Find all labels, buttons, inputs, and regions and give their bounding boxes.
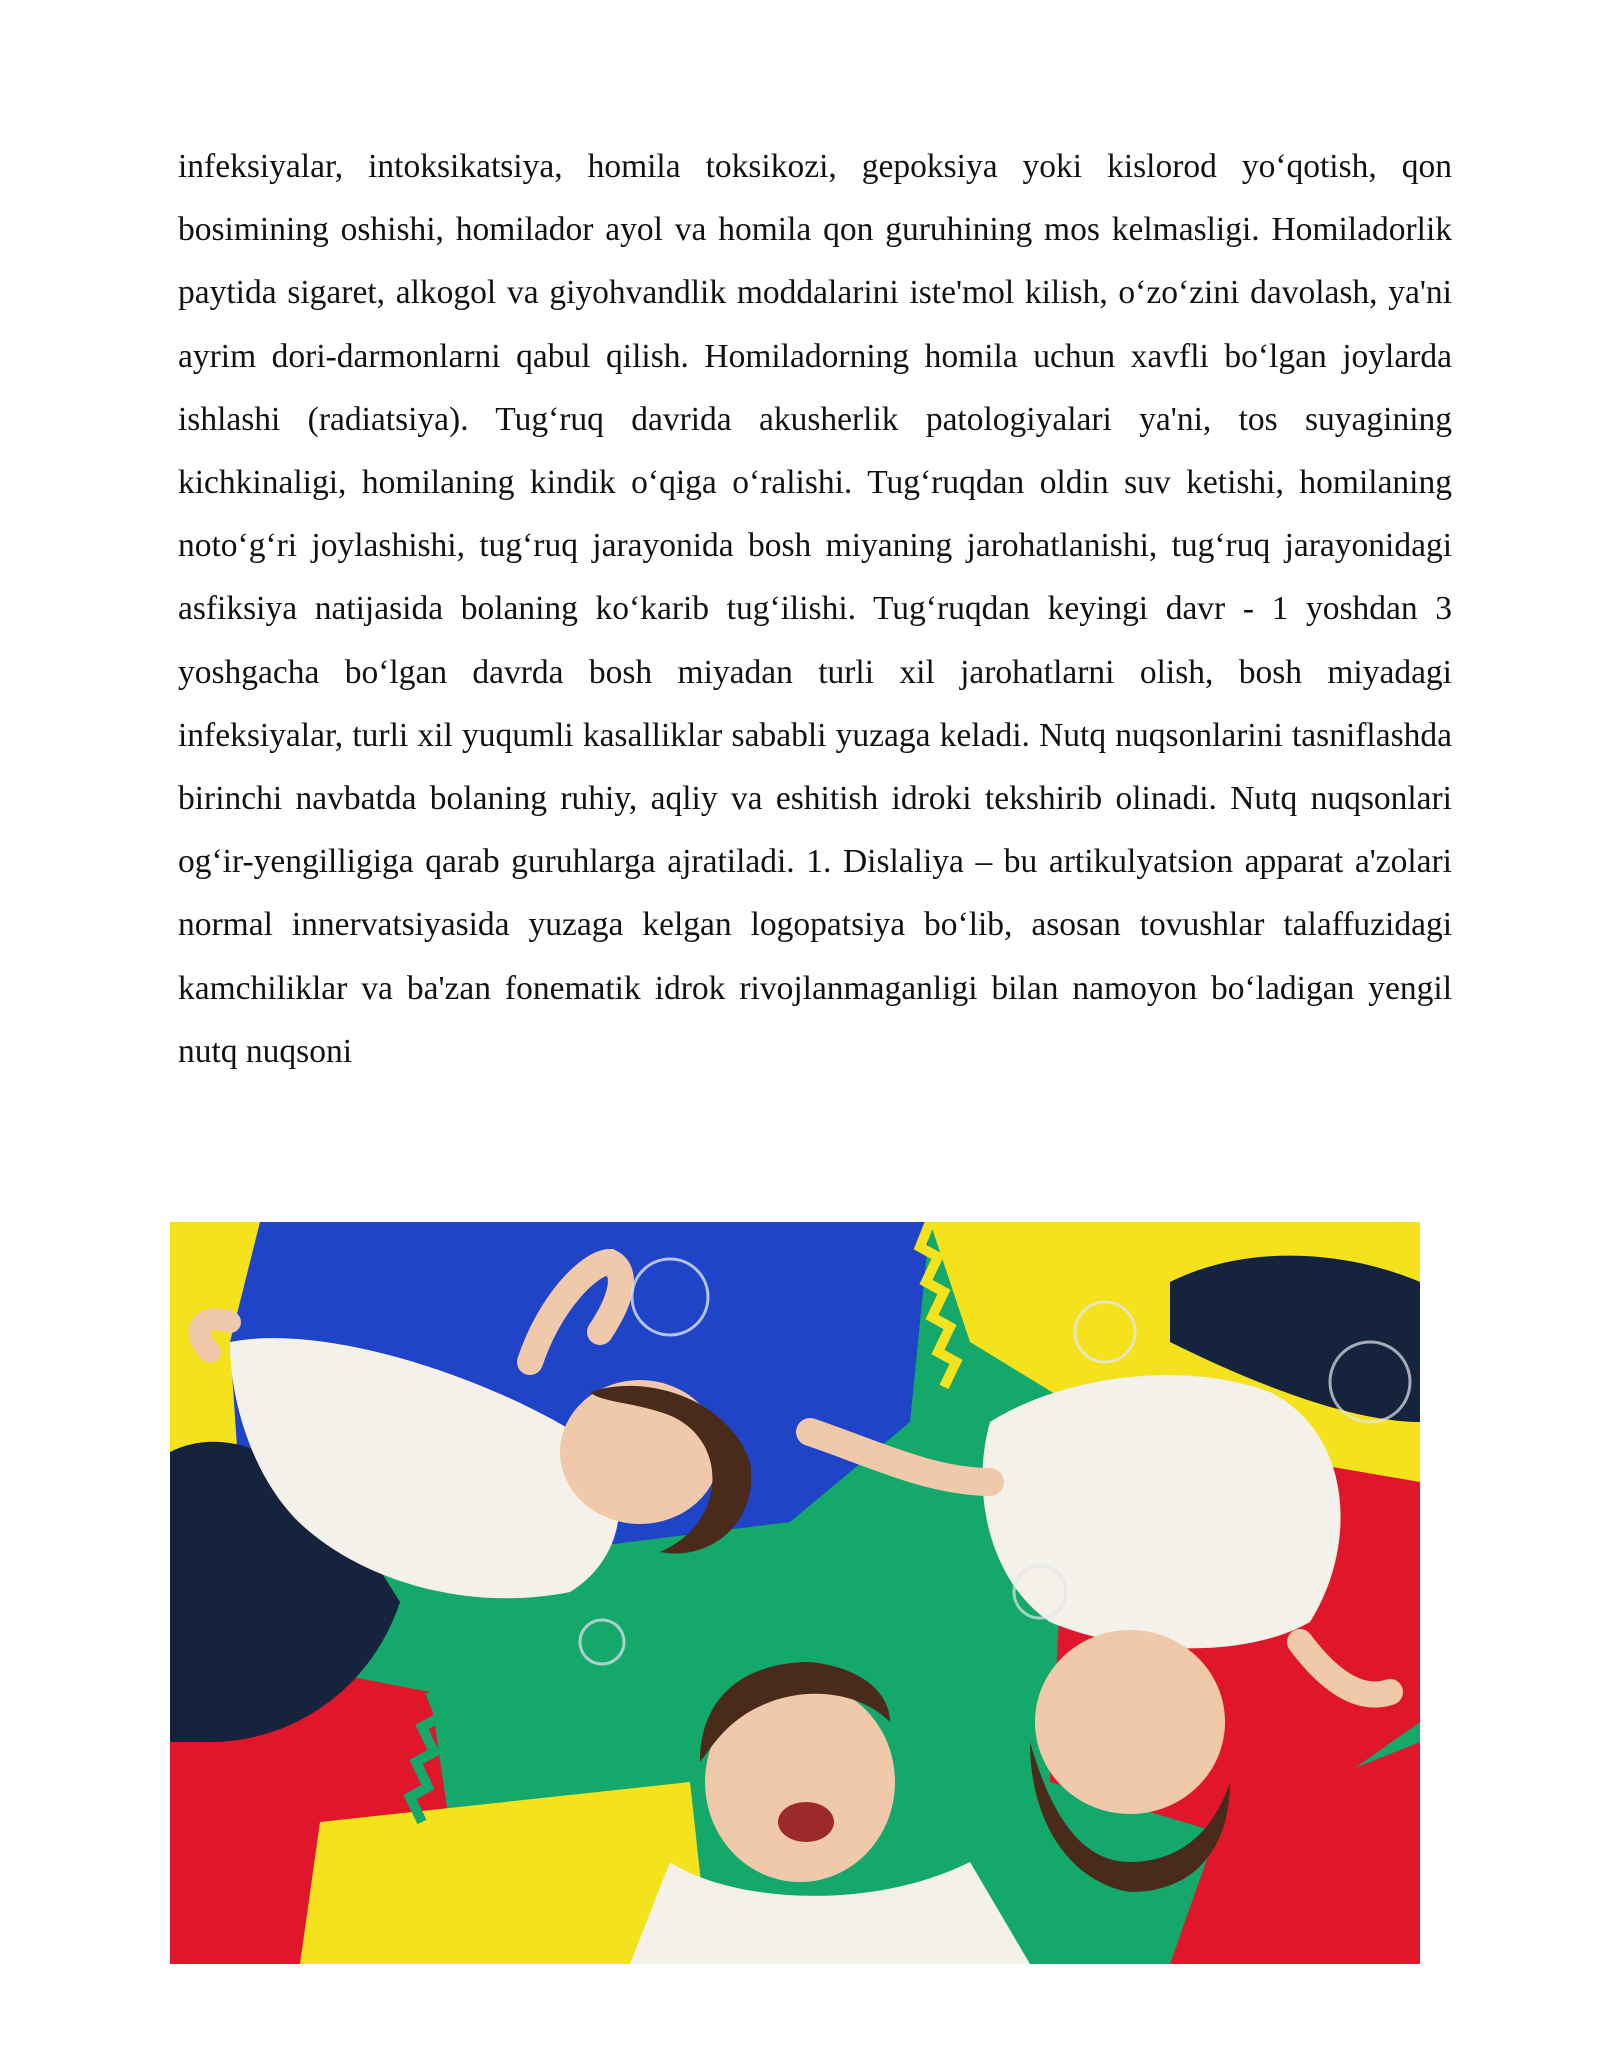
children-photo [170, 1222, 1420, 1964]
body-paragraph: infeksiyalar, intoksikatsiya, homila toksikozi, gepoksiya yoki kislorod yo‘qotish, qon bosimining oshishi, homilador ayol va homila qon guruhining mos kelmasligi. Homiladorlik paytida sigaret, alkogol va giyohvandlik moddalarini iste'mol kilish, o‘zo‘zini davolash, ya'ni ayrim dori-darmonlarni qabul qilish. Homiladorning homila uchun xavfli bo‘lgan joylarda ishlashi (radiatsiya). Tug‘ruq davrida akusherlik patologiyalari ya'ni, tos suyagining kichkinaligi, homilaning kindik o‘qiga o‘ralishi. Tug‘ruqdan oldin suv ketishi, homilaning noto‘g‘ri joylashishi, tug‘ruq jarayonida bosh miyaning jarohatlanishi, tug‘ruq jarayonidagi asfiksiya natijasida bolaning ko‘karib tug‘ilishi. Tug‘ruqdan keyingi davr - 1 yoshdan 3 yoshgacha bo‘lgan davrda bosh miyadan turli xil jarohatlarni olish, bosh miyadagi infeksiyalar, turli xil yuqumli kasalliklar sababli yuzaga keladi. Nutq nuqsonlarini tasniflashda birinchi navbatda bolaning ruhiy, aqliy va eshitish idroki tekshirib olinadi. Nutq nuqsonlari og‘ir-yengilligiga qarab guruhlarga ajratiladi. 1. Dislaliya – bu artikulyatsion apparat a'zolari normal innervatsiyasida yuzaga kelgan logopatsiya bo‘lib, asosan tovushlar talaffuzidagi kamchiliklar va ba'zan fonematik idrok rivojlanmaganligi bilan namoyon bo‘ladigan yengil nutq nuqsoni [178, 148, 1452, 1070]
